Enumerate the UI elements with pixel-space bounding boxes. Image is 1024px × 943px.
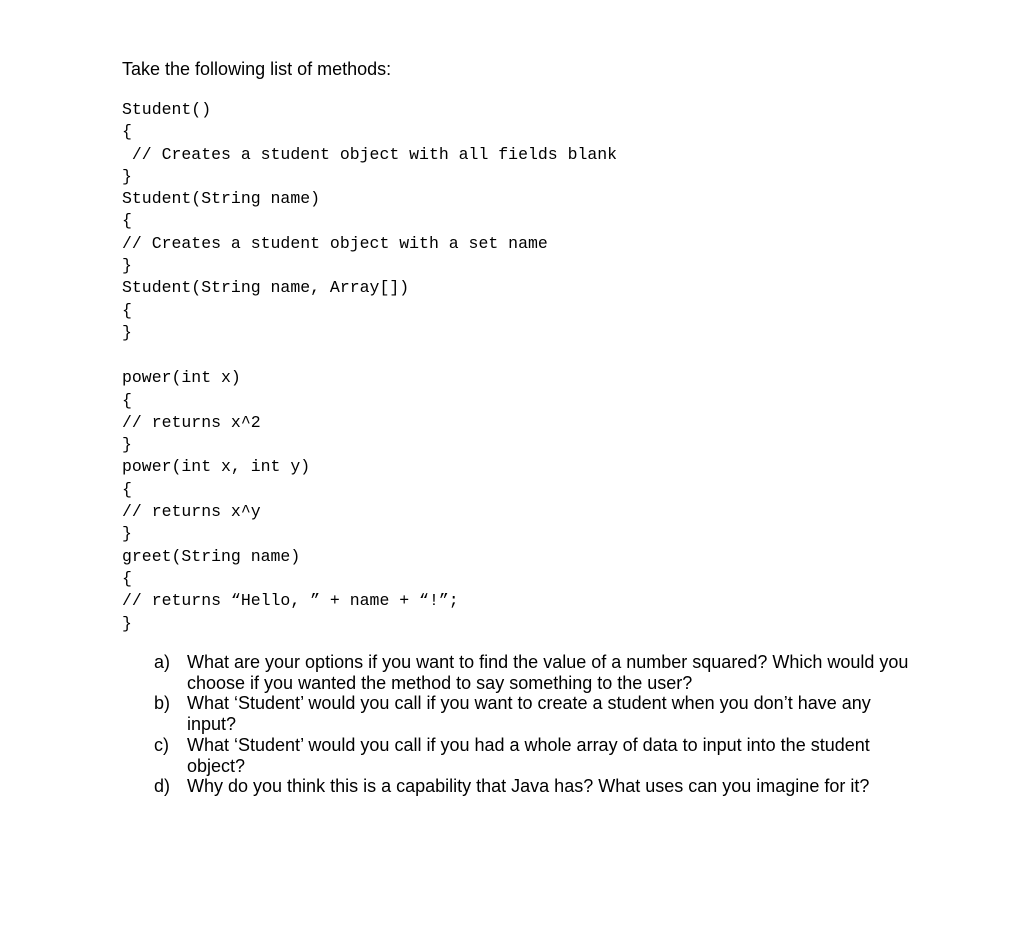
code-line: // Creates a student object with all fields blank (122, 144, 618, 164)
code-line: { (122, 568, 132, 588)
code-line: } (122, 322, 132, 342)
code-line: // returns x^2 (122, 412, 261, 432)
code-line: // returns x^y (122, 502, 261, 522)
question-marker: b) (154, 693, 171, 714)
question-list (150, 652, 970, 797)
code-line: { (122, 300, 132, 320)
code-line: power(int x, int y) (122, 457, 311, 477)
code-line: Student(String name) (122, 189, 321, 209)
question-item (150, 652, 970, 693)
question-item (150, 735, 970, 776)
question-text: Why do you think this is a capability that Java has? What uses can you imagine for it? (187, 776, 870, 797)
code-line: { (122, 122, 132, 142)
code-line: } (122, 256, 132, 276)
question-marker: c) (154, 734, 169, 755)
question-text: What ‘Student’ would you call if you had a whole array of data to input into the student object? (187, 734, 870, 776)
question-marker: a) (154, 652, 171, 672)
code-line: Student(String name, Array[]) (122, 278, 410, 298)
code-line: Student() (122, 100, 212, 119)
question-text: What ‘Student’ would you call if you want to create a student when you don’t have any input? (187, 693, 871, 735)
code-block (122, 99, 617, 635)
code-line: // Creates a student object with a set name (122, 233, 548, 253)
code-line: } (122, 613, 132, 633)
code-line: // returns “Hello, ” + name + “!”; (122, 591, 459, 611)
code-line: } (122, 166, 132, 186)
code-line (122, 344, 617, 367)
code-line: { (122, 390, 132, 410)
intro-text: Take the following list of methods: (122, 59, 392, 79)
question-item (150, 693, 970, 734)
code-line: } (122, 435, 132, 455)
code-line: { (122, 211, 132, 231)
code-line: power(int x) (122, 368, 241, 388)
question-item (150, 776, 970, 797)
question-text: What are your options if you want to find the value of a number squared? Which would you choose if you wanted the method to say something to the user? (187, 652, 909, 693)
question-marker: d) (154, 776, 171, 797)
code-line: greet(String name) (122, 546, 301, 566)
code-line: } (122, 524, 132, 544)
code-line: { (122, 479, 132, 499)
